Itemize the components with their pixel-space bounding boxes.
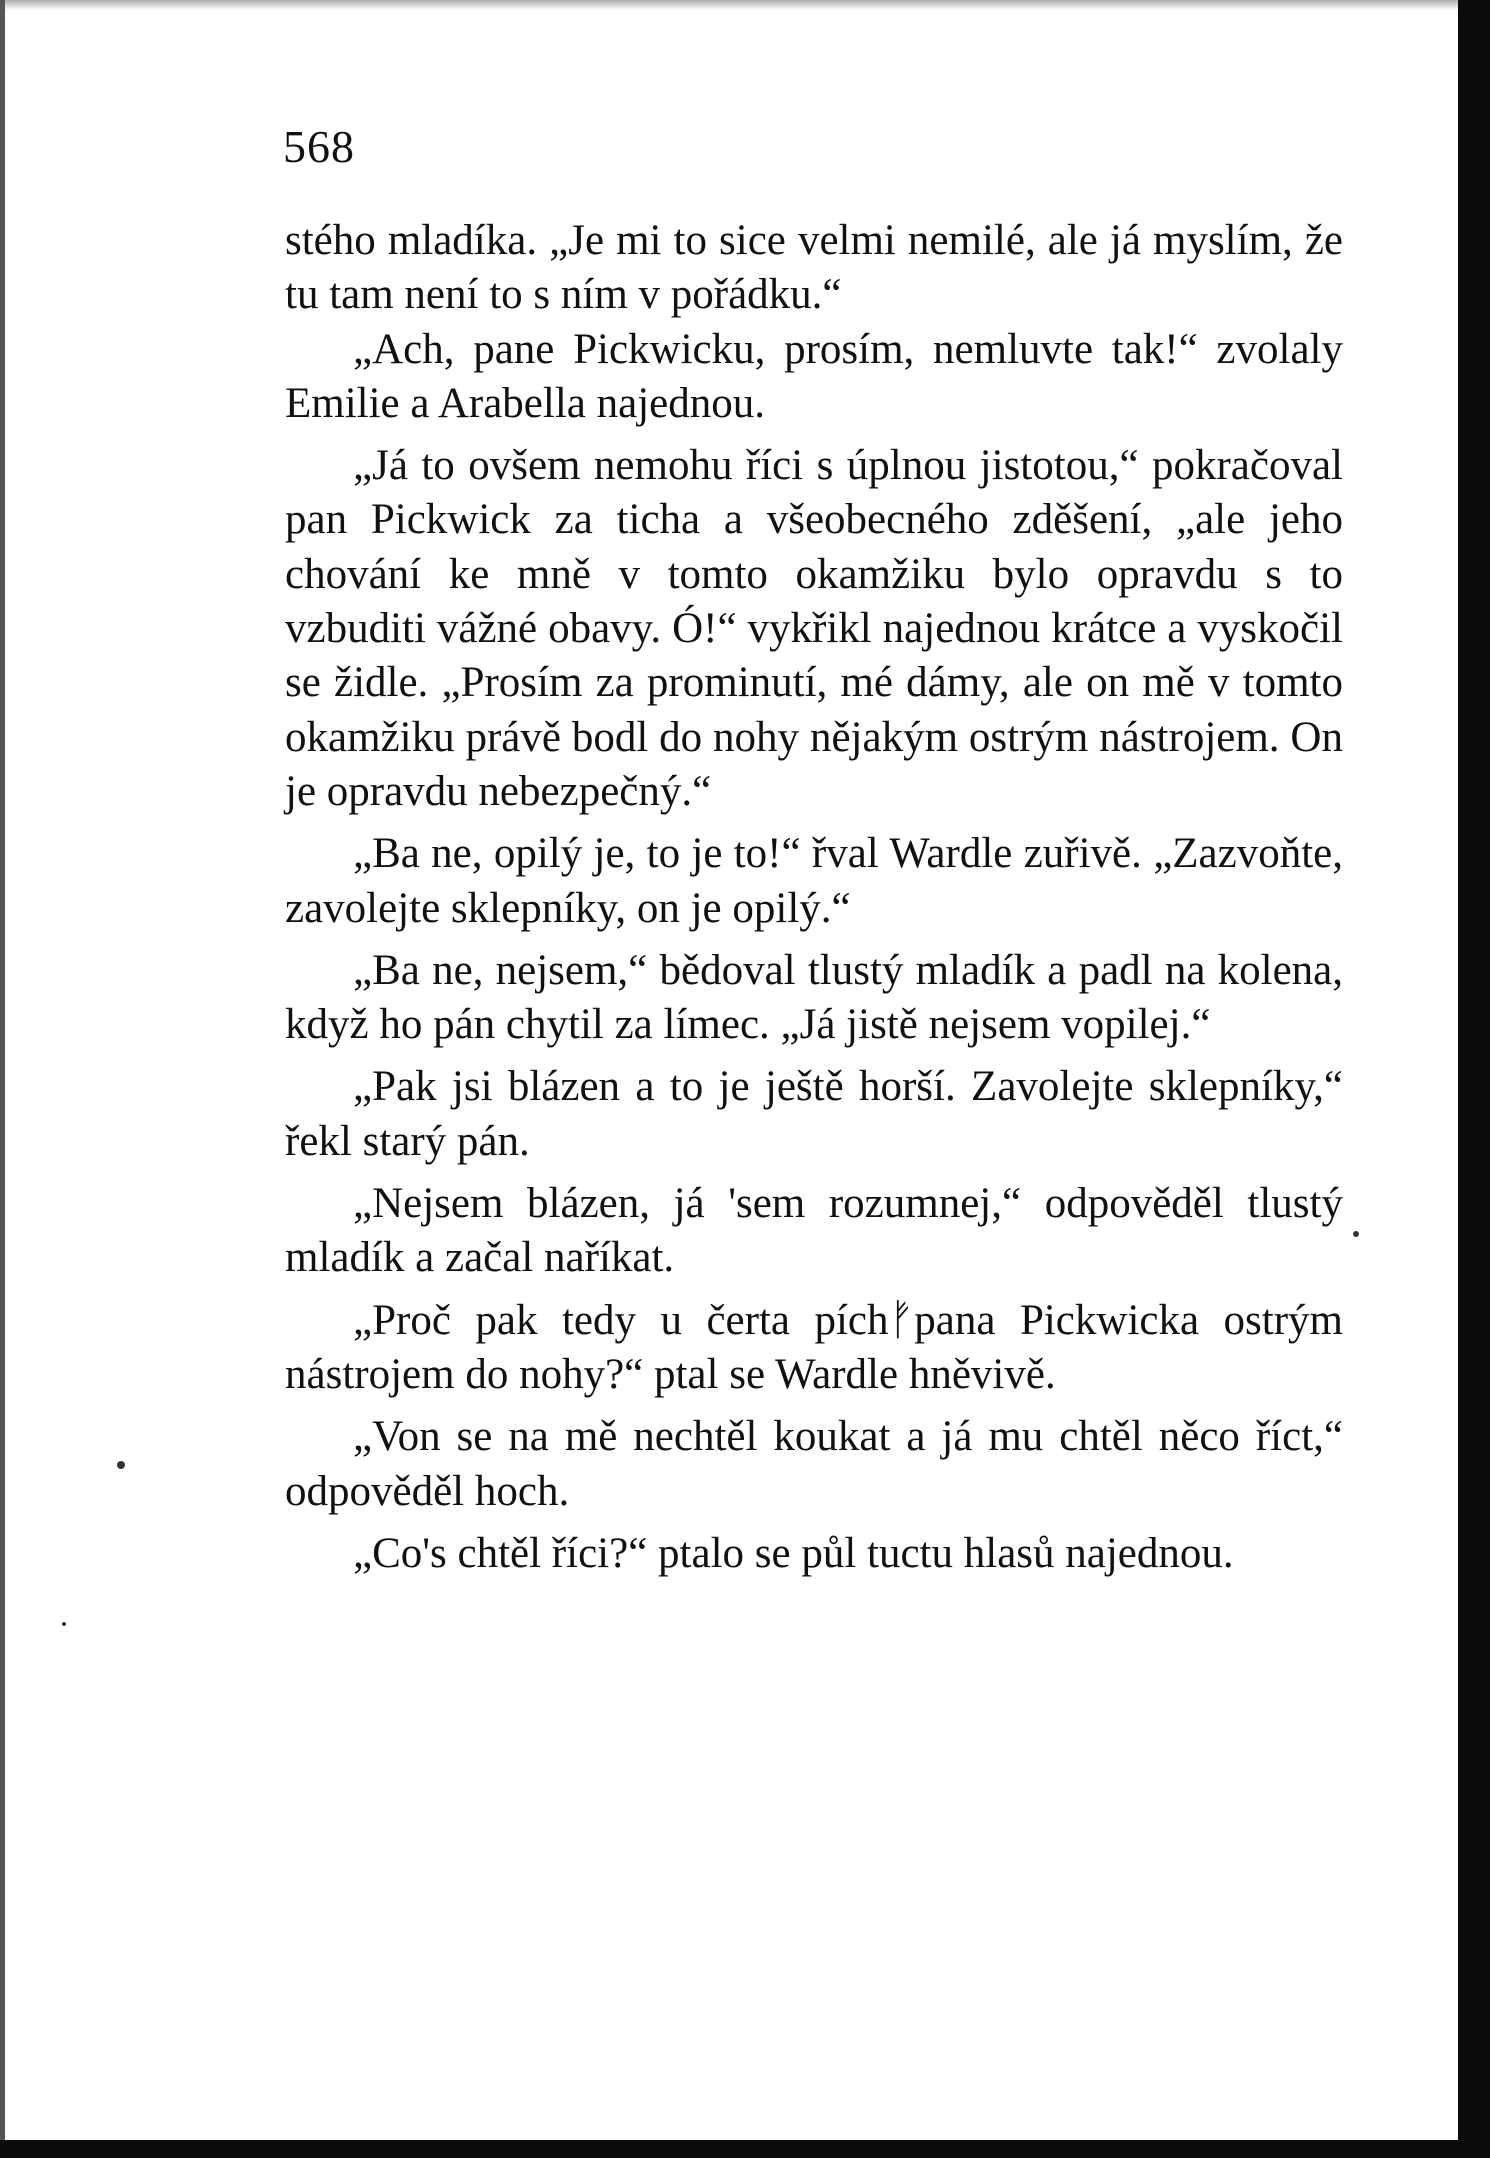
paragraph: „Co's chtěl říci?“ ptalo se půl tuctu hlasů najednou. <box>353 1529 1234 1577</box>
scan-left-edge <box>0 0 5 2158</box>
scan-right-edge <box>1458 0 1490 2158</box>
paragraph: „Ach, pane Pickwicku, prosím, nemluvte tak!“ zvolaly Emilie a Arabella najednou. <box>285 325 1343 427</box>
paragraph: „Ba ne, opilý je, to je to!“ řval Wardle zuřivě. „Zazvoňte, zavolejte sklepníky, on je opilý.“ <box>285 830 1343 932</box>
paragraph: „Pak jsi blázen a to je ještě horší. Zavolejte sklepníky,“ řekl starý pán. <box>285 1063 1343 1165</box>
paragraph: „Von se na mě nechtěl koukat a já mu chtěl něco říct,“ odpověděl hoch. <box>285 1413 1343 1515</box>
paragraph: stého mladíka. „Je mi to sice velmi nemilé, ale já myslím, že tu tam není to s ním v pořádku.“ <box>285 217 1343 319</box>
scan-speck <box>1353 1231 1359 1237</box>
paragraph: „Já to ovšem nemohu říci s úplnou jistotou,“ pokračoval pan Pickwick za ticha a všeobecného zděšení, „ale jeho chování ke mně v tomto okamžiku bylo opravdu s to vzbuditi vážné obavy. Ó!“ vykřikl najednou krátce a vyskočil se židle. „Prosím za prominutí, mé dámy, ale on mě v tomto okamžiku právě bodl do nohy nějakým ostrým nástrojem. On je opravdu nebezpečný.“ <box>285 442 1343 815</box>
scan-top-shadow <box>0 0 1460 10</box>
scan-speck <box>117 1461 125 1469</box>
paragraph: „Proč pak tedy u čerta píchᚠpana Pickwicka ostrým nástrojem do nohy?“ ptal se Wardle hněvivě. <box>285 1296 1343 1398</box>
paragraph: „Ba ne, nejsem,“ bědoval tlustý mladík a padl na kolena, když ho pán chytil za límec. „Já jistě nejsem vopilej.“ <box>285 946 1343 1049</box>
scan-speck <box>62 1622 66 1626</box>
page-number: 568 <box>283 121 355 172</box>
scan-bottom-edge <box>0 2140 1490 2158</box>
paragraph: „Nejsem blázen, já 'sem rozumnej,“ odpověděl tlustý mladík a začal naříkat. <box>285 1180 1343 1282</box>
body-text <box>285 214 1343 1581</box>
